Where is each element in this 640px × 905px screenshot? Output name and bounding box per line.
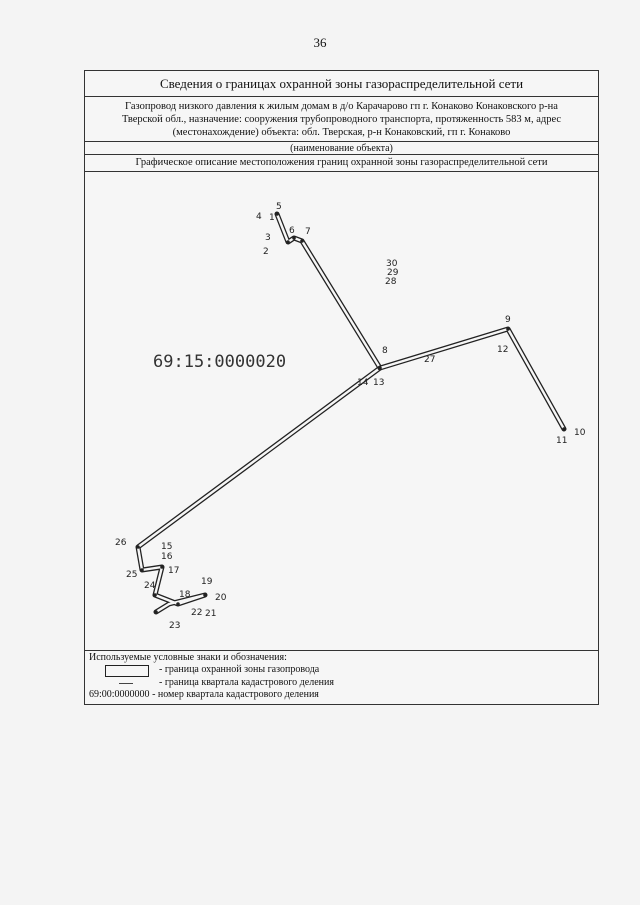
object-line-1: Газопровод низкого давления к жилым домам в д/о Карачарово гп г. Конаково Конаковского р-на: [125, 101, 558, 112]
legend: [85, 651, 598, 701]
legend-quarter-code: 69:00:0000000: [89, 689, 150, 700]
legend-quarter-text: - граница квартала кадастрового деления: [159, 677, 334, 688]
point-label-13: 13: [373, 378, 385, 388]
point-label-20: 20: [215, 593, 227, 603]
point-label-10: 10: [574, 428, 586, 438]
point-label-3: 3: [265, 233, 271, 243]
point-label-22: 22: [191, 608, 203, 618]
point-label-11: 11: [556, 436, 568, 446]
object-line-2: Тверской обл., назначение: сооружения трубопроводного транспорта, протяженность 583 м, адрес: [121, 114, 562, 125]
boundary-drawing: [85, 172, 598, 651]
point-label-6: 6: [289, 226, 295, 236]
point-label-4: 4: [256, 212, 262, 222]
object-line-3: (местонахождение) объекта: обл. Тверская, р-н Конаковский, гп г. Конаково: [172, 127, 511, 138]
zone-corridor-outline: [138, 214, 380, 612]
zone-corridor-inner: [138, 214, 380, 612]
object-description: [85, 97, 598, 142]
legend-quarter-symbol: [119, 683, 133, 684]
point-label-8: 8: [382, 346, 388, 356]
point-label-16: 16: [161, 552, 173, 562]
sheet-title: Сведения о границах охранной зоны газораспределительной сети: [85, 71, 598, 97]
point-label-30: 30: [386, 259, 398, 269]
point-label-2: 2: [263, 247, 269, 257]
boundary-map: [85, 172, 598, 651]
point-label-23: 23: [169, 621, 181, 631]
legend-zone-symbol: [105, 665, 149, 677]
point-label-1: 1: [269, 213, 275, 223]
point-label-25: 25: [126, 570, 138, 580]
point-label-18: 18: [179, 590, 191, 600]
point-label-27: 27: [424, 355, 436, 365]
boundary-sheet: [84, 70, 599, 705]
point-label-17: 17: [168, 566, 180, 576]
graphic-description-header: Графическое описание местоположения границ охранной зоны газораспределительной сети: [85, 155, 598, 172]
legend-heading: Используемые условные знаки и обозначения:: [89, 652, 287, 663]
point-label-12: 12: [497, 345, 509, 355]
vertex-markers: [136, 212, 566, 614]
point-label-14: 14: [357, 378, 369, 388]
legend-quarter-number: [89, 689, 319, 701]
point-label-28: 28: [385, 277, 397, 287]
legend-zone-text: - граница охранной зоны газопровода: [159, 664, 320, 675]
point-label-21: 21: [205, 609, 217, 619]
point-label-19: 19: [201, 577, 213, 587]
point-label-5: 5: [276, 202, 282, 212]
point-label-7: 7: [305, 227, 311, 237]
point-label-24: 24: [144, 581, 156, 591]
zone-branch-inner: [380, 329, 564, 429]
legend-quarter-number-text: - номер квартала кадастрового деления: [152, 689, 319, 700]
cadastral-number-label: 69:15:0000020: [153, 352, 287, 372]
point-label-15: 15: [161, 542, 173, 552]
point-label-9: 9: [505, 315, 511, 325]
point-label-26: 26: [115, 538, 127, 548]
object-caption: (наименование объекта): [85, 142, 598, 155]
point-label-29: 29: [387, 268, 399, 278]
page-number: 36: [313, 35, 327, 50]
